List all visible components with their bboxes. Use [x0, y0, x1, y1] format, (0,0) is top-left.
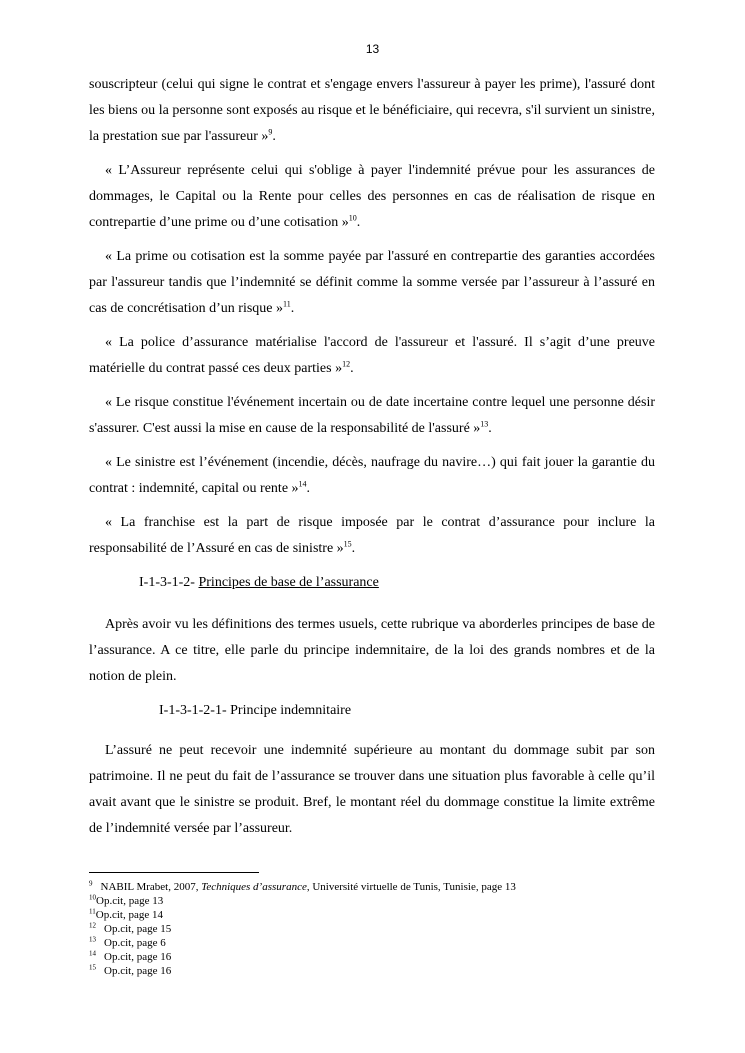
- footnote-ref-13: 13: [480, 419, 489, 429]
- footnote-ref-14: 14: [298, 479, 307, 489]
- footnote-ref-9: 9: [268, 127, 273, 137]
- book-title: Techniques d’assurance: [201, 881, 307, 893]
- subsection-heading: I-1-3-1-2-1- Principe indemnitaire: [159, 703, 352, 718]
- paragraph-prime: « La prime ou cotisation est la somme payée par l'assuré en contrepartie des garanties accordées par l'assureur tandis que l’indemnité se définit comme la somme versée par l’assureur à l’assuré en cas de concrétisation d’un risque »$^{11}$.: [89, 249, 655, 316]
- page-number: 13: [365, 42, 380, 56]
- paragraph-franchise: « La franchise est la part de risque imposée par le contrat d’assurance pour inclure la responsabilité de l’Assuré en cas de sinistre »$^{15}$.: [89, 515, 655, 556]
- footnotes: [89, 880, 655, 978]
- footnote: $^{15}$ Op.cit, page 16: [89, 963, 172, 977]
- paragraph-principe-indemnitaire: L’assuré ne peut recevoir une indemnité supérieure au montant du dommage subit par son patrimoine. Il ne peut du fait de l’assurance se trouver dans une situation plus favorable à celle qu’il avait avant que le sinistre se produit. Bref, le montant réel du dommage constitue la limite extrême de l’indemnité versée par l’assureur.: [89, 743, 655, 836]
- footnote-ref-11: 11: [283, 299, 291, 309]
- footnote: $^{13}$ Op.cit, page 6: [89, 935, 166, 949]
- paragraph-assureur: « L’Assureur représente celui qui s'oblige à payer l'indemnité prévue pour les assurances de dommages, le Capital ou la Rente pour celles des personnes en cas de réalisation de risque en contrepartie d’une prime ou d’une cotisation »$^{10}$.: [89, 163, 655, 230]
- footnote-ref-10: 10: [348, 213, 357, 223]
- section-heading: [89, 570, 655, 596]
- footnote: $^{10}$Op.cit, page 13: [89, 893, 164, 907]
- footnote: $^{11}$Op.cit, page 14: [89, 907, 163, 921]
- footnote: $^9$ NABIL Mrabet, 2007, Techniques d’assurance, Université virtuelle de Tunis, Tunisie, page 13: [89, 879, 516, 893]
- paragraph-principes-intro: Après avoir vu les définitions des termes usuels, cette rubrique va aborderles principes de base de l’assurance. A ce titre, elle parle du principe indemnitaire, de la loi des grands nombres et de la notion de plein.: [89, 617, 655, 684]
- footnote-ref-15: 15: [343, 539, 352, 549]
- section-number: I-1-3-1-2-: [139, 575, 195, 590]
- footnote-separator: [89, 872, 259, 873]
- section-title: Principes de base de l’assurance: [198, 575, 379, 590]
- paragraph-definitions-continued: souscripteur (celui qui signe le contrat et s'engage envers l'assureur à payer les prime), l'assuré dont les biens ou la personne sont exposés au risque et le bénéficiaire, qui recevra, s'il survient un sinistre, la prestation sue par l'assureur »$^9$.: [89, 77, 655, 144]
- footnote: $^{12}$ Op.cit, page 15: [89, 921, 172, 935]
- footnote: $^{14}$ Op.cit, page 16: [89, 949, 172, 963]
- paragraph-sinistre: « Le sinistre est l’événement (incendie, décès, naufrage du navire…) qui fait jouer la garantie du contrat : indemnité, capital ou rente »$^{14}$.: [89, 455, 655, 496]
- paragraph-risque: « Le risque constitue l'événement incertain ou de date incertaine contre lequel une personne désir s'assurer. C'est aussi la mise en cause de la responsabilité de l'assuré »$^{13}$.: [89, 395, 655, 436]
- document-body: [89, 72, 655, 850]
- paragraph-police: « La police d’assurance matérialise l'accord de l'assureur et l'assuré. Il s’agit d’une preuve matérielle du contrat passé ces deux parties »$^{12}$.: [89, 335, 655, 376]
- footnote-ref-12: 12: [342, 359, 351, 369]
